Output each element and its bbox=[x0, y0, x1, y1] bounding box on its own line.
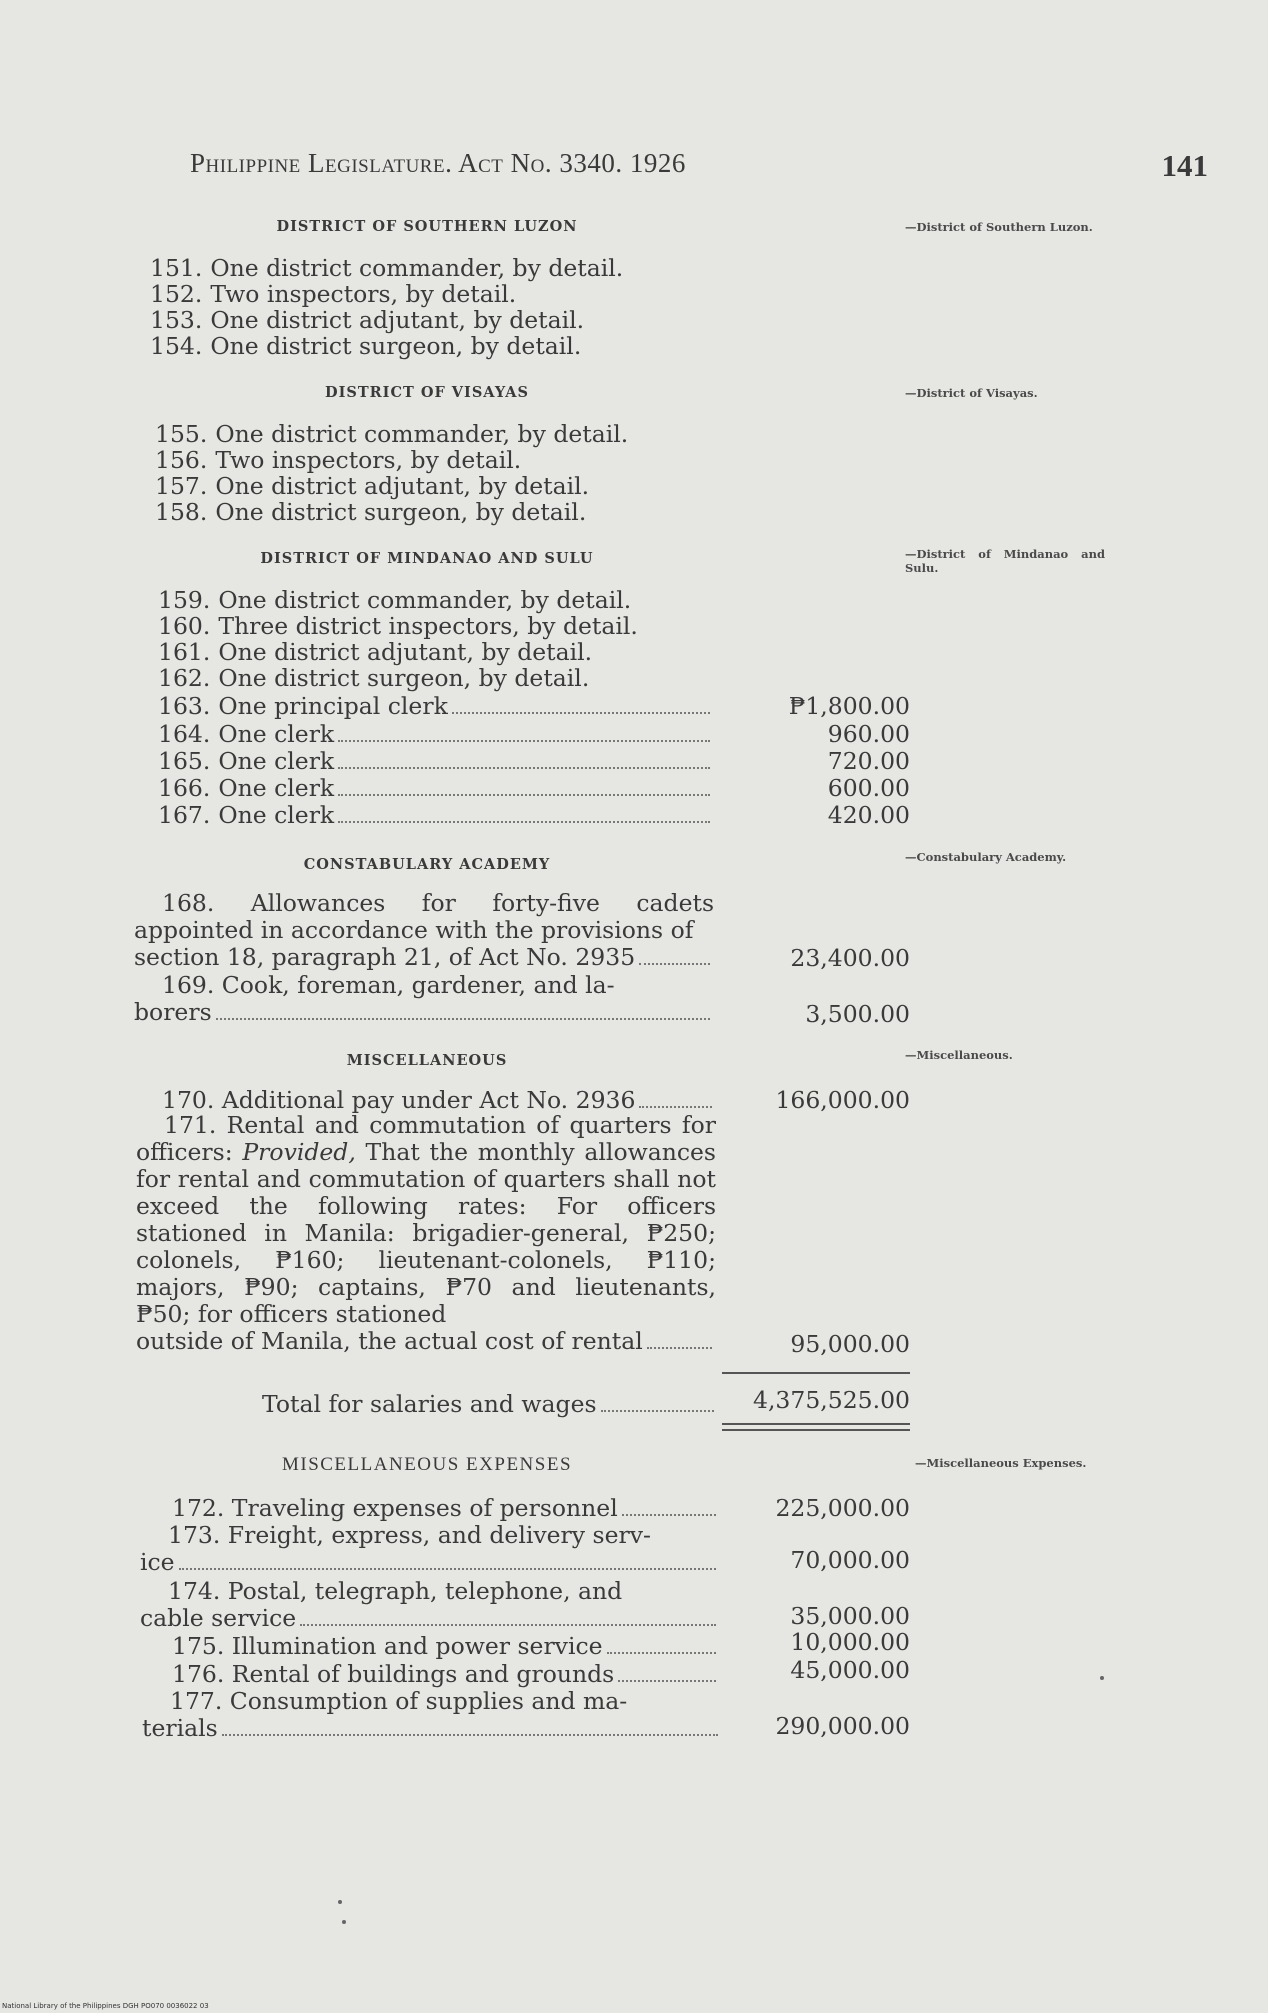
provided-keyword: Provided, bbox=[242, 1138, 356, 1166]
item-text: One clerk bbox=[218, 747, 335, 775]
item-number: 156. bbox=[155, 446, 208, 474]
budget-item-176 bbox=[172, 1660, 720, 1688]
item-text: ice bbox=[140, 1548, 175, 1576]
item-text: One district commander, by detail. bbox=[210, 254, 624, 282]
item-number: 166. bbox=[158, 774, 211, 802]
budget-item-168 bbox=[134, 890, 714, 972]
item-text: One clerk bbox=[218, 801, 335, 829]
item-amount: 225,000.00 bbox=[775, 1494, 910, 1522]
item-number: 159. bbox=[158, 586, 211, 614]
list-item bbox=[158, 747, 714, 775]
item-text: One district commander, by detail. bbox=[215, 420, 629, 448]
total-amount: 4,375,525.00 bbox=[753, 1386, 910, 1414]
budget-item-175 bbox=[172, 1632, 720, 1660]
header-title: Philippine Legislature. Act No. 3340. 1926 bbox=[190, 148, 686, 178]
dot-leader bbox=[607, 1652, 716, 1654]
list-item bbox=[158, 720, 714, 748]
item-text-last-line bbox=[136, 1328, 716, 1356]
item-text: One district surgeon, by detail. bbox=[215, 498, 587, 526]
item-text: Two inspectors, by detail. bbox=[210, 280, 517, 308]
scan-speck bbox=[1100, 1676, 1104, 1680]
item-text: One principal clerk bbox=[218, 692, 448, 720]
list-item bbox=[158, 774, 714, 802]
item-number: 164. bbox=[158, 720, 211, 748]
list-item bbox=[155, 498, 586, 526]
item-text: borers bbox=[134, 998, 212, 1026]
item-text: 169. Cook, foreman, gardener, and la- bbox=[162, 971, 615, 999]
item-text: 176. Rental of buildings and grounds bbox=[172, 1660, 615, 1688]
item-number: 157. bbox=[155, 472, 208, 500]
item-number: 158. bbox=[155, 498, 208, 526]
dot-leader bbox=[647, 1347, 712, 1349]
budget-item-172 bbox=[172, 1494, 720, 1522]
dot-leader bbox=[222, 1734, 718, 1736]
item-text-last-line bbox=[142, 1715, 722, 1743]
scan-speck bbox=[342, 1920, 346, 1924]
list-item bbox=[158, 664, 589, 692]
item-text: 172. Traveling expenses of personnel bbox=[172, 1494, 618, 1522]
item-number: 161. bbox=[158, 638, 211, 666]
list-item bbox=[150, 306, 584, 334]
dot-leader bbox=[338, 794, 710, 796]
item-number: 152. bbox=[150, 280, 203, 308]
scan-footer: National Library of the Philippines DGH PO070 0036022 03 bbox=[2, 2002, 209, 2010]
budget-item-177 bbox=[142, 1688, 722, 1743]
item-text: One clerk bbox=[218, 720, 335, 748]
dot-leader bbox=[622, 1514, 716, 1516]
item-amount: 45,000.00 bbox=[790, 1656, 910, 1684]
item-amount: 35,000.00 bbox=[790, 1602, 910, 1630]
item-text: 173. Freight, express, and delivery serv- bbox=[168, 1521, 651, 1549]
heading-miscellaneous: MISCELLANEOUS bbox=[346, 1052, 508, 1069]
item-number: 154. bbox=[150, 332, 203, 360]
item-text: 175. Illumination and power service bbox=[172, 1632, 603, 1660]
item-text: Three district inspectors, by detail. bbox=[218, 612, 638, 640]
item-text: Two inspectors, by detail. bbox=[215, 446, 522, 474]
item-number: 155. bbox=[155, 420, 208, 448]
margin-note-mindanao-sulu: —District of Mindanao and Sulu. bbox=[905, 547, 1105, 575]
heading-miscellaneous-expenses: MISCELLANEOUS EXPENSES bbox=[281, 1454, 573, 1475]
list-item bbox=[150, 254, 623, 282]
item-text: One district commander, by detail. bbox=[218, 586, 632, 614]
item-number: 167. bbox=[158, 801, 211, 829]
item-number: 165. bbox=[158, 747, 211, 775]
heading-visayas: DISTRICT OF VISAYAS bbox=[325, 384, 529, 401]
margin-note-southern-luzon: —District of Southern Luzon. bbox=[905, 220, 1093, 234]
running-header bbox=[190, 148, 1208, 192]
item-text: terials bbox=[142, 1714, 218, 1742]
budget-item-174 bbox=[140, 1578, 720, 1633]
item-amount: 166,000.00 bbox=[775, 1086, 910, 1114]
item-text-last-line bbox=[140, 1605, 720, 1633]
dot-leader bbox=[618, 1680, 716, 1682]
margin-note-visayas: —District of Visayas. bbox=[905, 386, 1038, 400]
dot-leader bbox=[338, 740, 710, 742]
budget-item-170 bbox=[162, 1086, 716, 1114]
item-amount: 70,000.00 bbox=[790, 1546, 910, 1574]
item-text: 170. Additional pay under Act No. 2936 bbox=[162, 1086, 636, 1114]
item-text: 174. Postal, telegraph, telephone, and bbox=[168, 1577, 623, 1605]
item-amount: 290,000.00 bbox=[775, 1712, 910, 1740]
item-amount: 3,500.00 bbox=[805, 1000, 910, 1028]
heading-constabulary-academy: CONSTABULARY ACADEMY bbox=[303, 856, 551, 873]
item-text-last-line bbox=[140, 1549, 720, 1577]
item-amount: ₱1,800.00 bbox=[788, 692, 910, 720]
heading-mindanao-sulu: DISTRICT OF MINDANAO AND SULU bbox=[260, 550, 594, 567]
item-text: One clerk bbox=[218, 774, 335, 802]
item-text-part: 171. Rental and commutation of quarters for officers: bbox=[136, 1111, 716, 1166]
item-number: 153. bbox=[150, 306, 203, 334]
dot-leader bbox=[338, 767, 710, 769]
dot-leader bbox=[452, 712, 710, 714]
item-amount: 95,000.00 bbox=[790, 1330, 910, 1358]
item-text-last-line bbox=[134, 999, 714, 1027]
item-amount: 720.00 bbox=[827, 747, 910, 775]
item-number: 151. bbox=[150, 254, 203, 282]
item-text bbox=[136, 1112, 716, 1328]
item-text: outside of Manila, the actual cost of rental bbox=[136, 1327, 643, 1355]
list-item bbox=[150, 332, 581, 360]
list-item bbox=[158, 612, 638, 640]
dot-leader bbox=[179, 1568, 716, 1570]
margin-note-miscellaneous-expenses: —Miscellaneous Expenses. bbox=[915, 1456, 1087, 1470]
item-text: section 18, paragraph 21, of Act No. 2935 bbox=[134, 943, 636, 971]
item-text: 168. Allowances for forty-five cadets appointed in accordance with the provisions of bbox=[134, 889, 714, 944]
item-amount: 23,400.00 bbox=[790, 944, 910, 972]
item-text: One district adjutant, by detail. bbox=[210, 306, 585, 334]
item-amount: 600.00 bbox=[827, 774, 910, 802]
item-amount: 960.00 bbox=[827, 720, 910, 748]
margin-note-constabulary-academy: —Constabulary Academy. bbox=[905, 850, 1067, 864]
dot-leader bbox=[639, 963, 710, 965]
sum-rule bbox=[722, 1372, 910, 1374]
list-item bbox=[158, 801, 714, 829]
item-amount: 420.00 bbox=[827, 801, 910, 829]
list-item bbox=[155, 472, 589, 500]
list-item bbox=[155, 420, 628, 448]
budget-item-169 bbox=[134, 972, 714, 1027]
list-item bbox=[150, 280, 516, 308]
total-line bbox=[262, 1390, 718, 1418]
item-text: One district surgeon, by detail. bbox=[210, 332, 582, 360]
budget-item-171 bbox=[136, 1112, 716, 1356]
dot-leader bbox=[639, 1106, 712, 1108]
list-item bbox=[158, 586, 631, 614]
dot-leader bbox=[338, 821, 710, 823]
total-label: Total for salaries and wages bbox=[262, 1390, 597, 1418]
item-text: cable service bbox=[140, 1604, 297, 1632]
margin-note-miscellaneous: —Miscellaneous. bbox=[905, 1048, 1013, 1062]
list-item bbox=[155, 446, 521, 474]
total-double-rule bbox=[722, 1423, 910, 1431]
list-item bbox=[158, 692, 714, 720]
item-text: 177. Consumption of supplies and ma- bbox=[170, 1687, 628, 1715]
item-text-last-line bbox=[134, 944, 714, 972]
budget-item-173 bbox=[140, 1522, 720, 1577]
item-number: 160. bbox=[158, 612, 211, 640]
item-text-part: That the monthly allowances for rental and commutation of quarters shall not exceed the following rates: For officers stationed in Manila: brigadier-general, ₱250; colonels, ₱160; lieutenant-colonels, ₱110; majors, ₱90; captains, ₱70 and lieutenants, ₱50; for officers stationed bbox=[136, 1138, 716, 1328]
item-text: One district surgeon, by detail. bbox=[218, 664, 590, 692]
dot-leader bbox=[216, 1018, 710, 1020]
item-text: One district adjutant, by detail. bbox=[215, 472, 590, 500]
item-number: 162. bbox=[158, 664, 211, 692]
item-number: 163. bbox=[158, 692, 211, 720]
page-number: 141 bbox=[1161, 148, 1208, 183]
dot-leader bbox=[601, 1410, 714, 1412]
heading-southern-luzon: DISTRICT OF SOUTHERN LUZON bbox=[276, 218, 578, 235]
item-text: One district adjutant, by detail. bbox=[218, 638, 593, 666]
scan-speck bbox=[338, 1900, 342, 1904]
dot-leader bbox=[300, 1624, 716, 1626]
item-amount: 10,000.00 bbox=[790, 1628, 910, 1656]
list-item bbox=[158, 638, 592, 666]
